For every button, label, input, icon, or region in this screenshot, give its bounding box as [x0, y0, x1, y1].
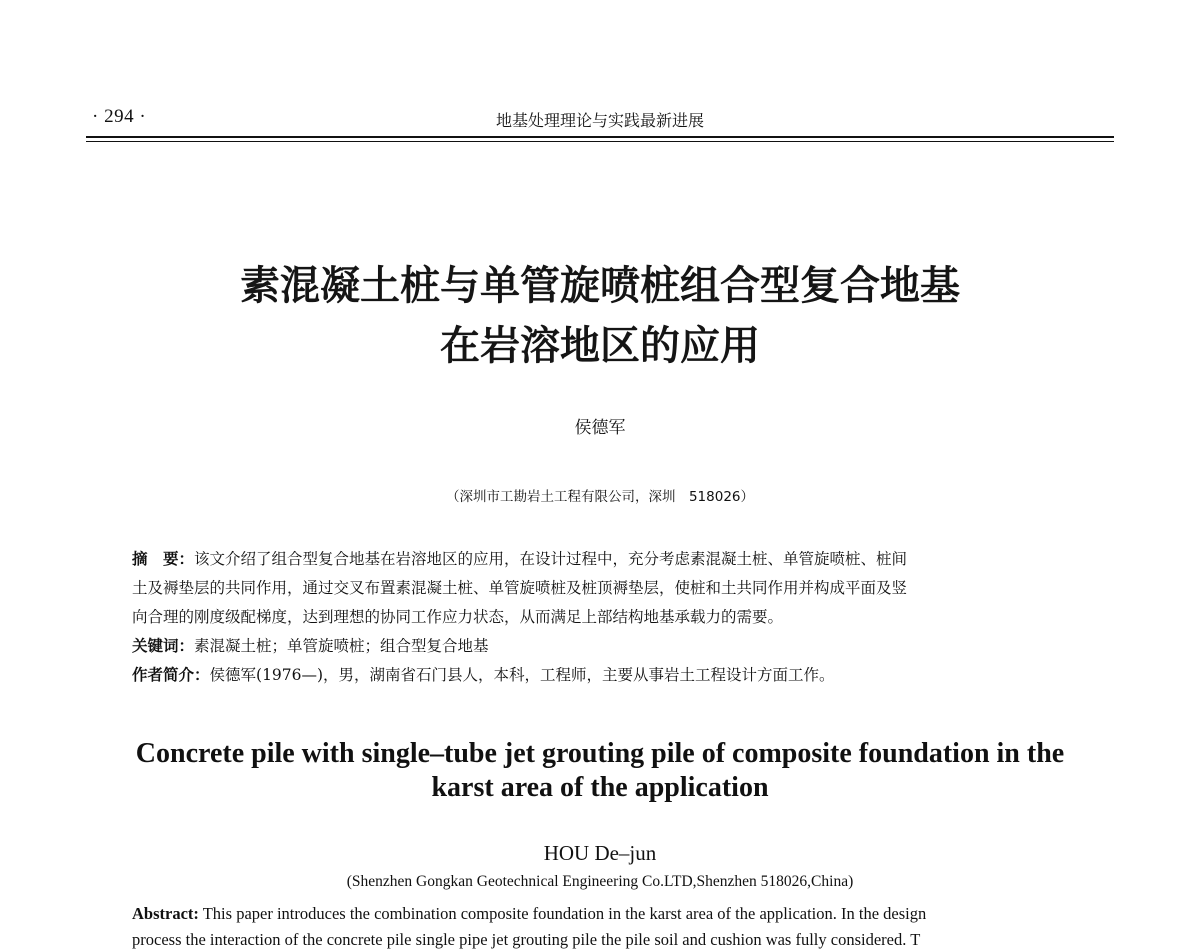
author-bio-zh-label: 作者简介： — [132, 666, 210, 684]
abstract-zh-label: 摘 要： — [132, 550, 195, 568]
abstract-en-line-2: process the interaction of the concrete pile single pipe jet grouting pile the pile soil and cushion was fully considered. T — [132, 930, 921, 949]
abstract-en-text-1: This paper introduces the combination composite foundation in the karst area of the application. In the design — [198, 904, 927, 923]
abstract-zh-line-2: 土及褥垫层的共同作用，通过交叉布置素混凝土桩、单管旋喷桩及桩顶褥垫层，使桩和土共同作用并构成平面及竖 — [132, 579, 908, 597]
author-bio-zh-text: 侯德军(1976—)，男，湖南省石门县人，本科，工程师，主要从事岩土工程设计方面工作。 — [209, 666, 835, 684]
affiliation-zh: （深圳市工勘岩土工程有限公司，深圳 518026） — [445, 489, 755, 505]
author-en: HOU De–jun — [543, 841, 657, 865]
abstract-en-line-1 — [132, 904, 926, 924]
author-zh: 侯德军 — [574, 418, 626, 438]
header-rule-thick — [86, 136, 1114, 138]
abstract-zh-line-3: 向合理的刚度级配梯度，达到理想的协同工作应力状态，从而满足上部结构地基承载力的需要。 — [132, 608, 784, 626]
keywords-zh-label: 关键词： — [132, 637, 195, 655]
abstract-en-label: Abstract: — [132, 904, 199, 923]
running-head-title: 地基处理理论与实践最新进展 — [495, 111, 704, 130]
keywords-zh-text: 素混凝土桩；单管旋喷桩；组合型复合地基 — [194, 637, 489, 655]
abstract-zh-text-1: 该文介绍了组合型复合地基在岩溶地区的应用，在设计过程中，充分考虑素混凝土桩、单管旋喷桩、桩间 — [194, 550, 908, 568]
abstract-zh-line-1 — [132, 548, 907, 570]
title-zh-line-2: 在岩溶地区的应用 — [440, 323, 760, 369]
title-en-line-1: Concrete pile with single–tube jet grouting pile of composite foundation in the — [135, 738, 1065, 769]
page-number: · 294 · — [92, 106, 147, 127]
author-bio-zh — [132, 664, 835, 686]
header-rule-thin — [86, 141, 1114, 142]
keywords-zh — [132, 635, 489, 657]
title-en-line-2: karst area of the application — [431, 772, 769, 803]
affiliation-en: (Shenzhen Gongkan Geotechnical Engineering Co.LTD,Shenzhen 518026,China) — [346, 873, 854, 890]
title-zh-line-1: 素混凝土桩与单管旋喷桩组合型复合地基 — [240, 263, 960, 309]
